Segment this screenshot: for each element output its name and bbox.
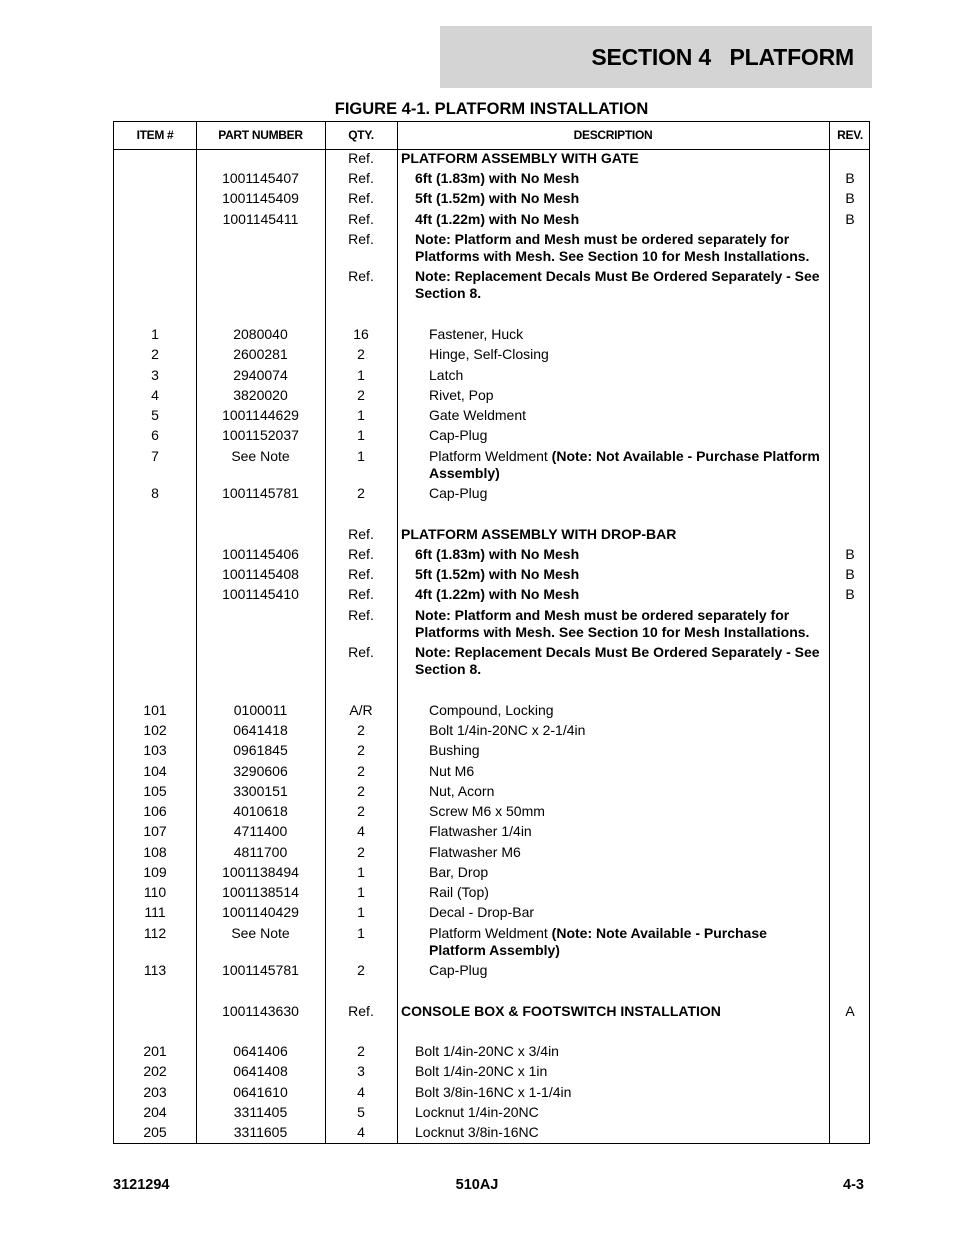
item-number: 102 — [143, 722, 167, 738]
page-number: 4-3 — [843, 1177, 864, 1193]
description-emphasis: PLATFORM ASSEMBLY WITH DROP-BAR — [401, 526, 677, 542]
description-emphasis: Note: Replacement Decals Must Be Ordered Separately - See Section 8. — [415, 268, 820, 301]
description-text: Flatwasher M6 — [429, 844, 521, 860]
item-number: 202 — [143, 1063, 167, 1079]
part-number: 0641418 — [233, 722, 288, 738]
header-part-number: PART NUMBER — [218, 128, 303, 142]
item-number: 105 — [143, 783, 167, 799]
quantity: Ref. — [348, 526, 374, 542]
description — [429, 783, 823, 800]
quantity: 2 — [357, 803, 365, 819]
quantity: 4 — [357, 1124, 365, 1140]
description-emphasis: Note: Replacement Decals Must Be Ordered Separately - See Section 8. — [415, 644, 820, 677]
description-text: Bolt 1/4in-20NC x 1in — [415, 1063, 548, 1079]
header-qty: QTY. — [348, 128, 374, 142]
part-number: 4010618 — [233, 803, 288, 819]
description — [429, 702, 823, 719]
description — [429, 448, 823, 482]
description — [429, 884, 823, 901]
model-number: 510AJ — [455, 1177, 499, 1193]
description — [415, 644, 823, 678]
description-text: Cap-Plug — [429, 427, 488, 443]
quantity: 1 — [357, 904, 365, 920]
part-number: 4711400 — [233, 823, 288, 839]
quantity: 1 — [357, 864, 365, 880]
description-text: Fastener, Huck — [429, 326, 524, 342]
item-number: 203 — [143, 1084, 167, 1100]
description — [429, 427, 823, 444]
description — [429, 823, 823, 840]
quantity: 1 — [357, 448, 365, 464]
part-number: 1001138514 — [222, 884, 299, 900]
description — [429, 387, 823, 404]
description — [429, 803, 823, 820]
item-number: 3 — [151, 367, 159, 383]
description — [415, 231, 823, 265]
part-number: 2940074 — [233, 367, 288, 383]
revision: B — [845, 211, 855, 227]
description — [429, 367, 823, 384]
revision: B — [845, 190, 855, 206]
description — [415, 566, 823, 583]
description — [429, 326, 823, 343]
item-number: 112 — [143, 925, 167, 941]
part-number: 1001145411 — [222, 211, 299, 227]
quantity: 2 — [357, 763, 365, 779]
header-item: ITEM # — [136, 128, 174, 142]
quantity: Ref. — [348, 644, 374, 660]
description — [415, 268, 823, 302]
item-number: 104 — [143, 763, 167, 779]
item-number: 107 — [143, 823, 167, 839]
item-number: 1 — [151, 326, 159, 342]
description — [415, 1084, 823, 1101]
description-text: Nut, Acorn — [429, 783, 495, 799]
description-text: Platform Weldment — [429, 448, 552, 464]
description-emphasis: (Note: Not Available - Purchase Platform Assembly) — [429, 448, 820, 481]
quantity: 2 — [357, 742, 365, 758]
quantity: 2 — [357, 485, 365, 501]
description — [429, 844, 823, 861]
description — [415, 1043, 823, 1060]
description — [429, 864, 823, 881]
item-number: 110 — [143, 884, 167, 900]
quantity: 1 — [357, 427, 365, 443]
item-number: 7 — [151, 448, 159, 464]
description — [429, 742, 823, 759]
part-number: 1001145409 — [222, 190, 299, 206]
part-number: 3311605 — [233, 1124, 288, 1140]
description-text: Bolt 1/4in-20NC x 2-1/4in — [429, 722, 586, 738]
quantity: 2 — [357, 722, 365, 738]
quantity: 1 — [357, 925, 365, 941]
part-number: 2600281 — [233, 346, 288, 362]
description — [429, 962, 823, 979]
part-number: 1001145410 — [222, 586, 299, 602]
item-number: 108 — [143, 844, 167, 860]
item-number: 4 — [151, 387, 159, 403]
description — [415, 1124, 823, 1141]
table-body — [114, 122, 869, 1143]
description — [401, 526, 823, 543]
description-text: Hinge, Self-Closing — [429, 346, 549, 362]
item-number: 2 — [151, 346, 159, 362]
description-text: Cap-Plug — [429, 962, 488, 978]
part-number: 3290606 — [233, 763, 288, 779]
part-number: See Note — [231, 448, 290, 464]
part-number: 0641406 — [233, 1043, 288, 1059]
description-emphasis: PLATFORM ASSEMBLY WITH GATE — [401, 150, 639, 166]
quantity: Ref. — [348, 190, 374, 206]
description-text: Locknut 3/8in-16NC — [415, 1124, 539, 1140]
description — [429, 763, 823, 780]
part-number: 1001145406 — [222, 546, 299, 562]
description-emphasis: Note: Platform and Mesh must be ordered separately for Platforms with Mesh. See Section 10 for Mesh Installations. — [415, 607, 810, 640]
description — [429, 485, 823, 502]
part-number: 0100011 — [233, 702, 288, 718]
quantity: 2 — [357, 1043, 365, 1059]
description-emphasis: CONSOLE BOX & FOOTSWITCH INSTALLATION — [401, 1003, 721, 1019]
description — [429, 925, 823, 959]
section-title: SECTION 4 PLATFORM — [591, 43, 854, 70]
revision: A — [845, 1003, 855, 1019]
quantity: 1 — [357, 407, 365, 423]
quantity: Ref. — [348, 566, 374, 582]
quantity: 4 — [357, 1084, 365, 1100]
description-text: Bolt 3/8in-16NC x 1-1/4in — [415, 1084, 572, 1100]
part-number: 1001145781 — [222, 485, 299, 501]
figure-title: FIGURE 4-1. PLATFORM INSTALLATION — [334, 100, 649, 118]
description-emphasis: (Note: Note Available - Purchase Platform Assembly) — [429, 925, 767, 958]
item-number: 201 — [143, 1043, 167, 1059]
description-text: Locknut 1/4in-20NC — [415, 1104, 539, 1120]
description-text: Compound, Locking — [429, 702, 554, 718]
part-number: 3820020 — [233, 387, 288, 403]
item-number: 204 — [143, 1104, 167, 1120]
quantity: 1 — [357, 884, 365, 900]
quantity: 5 — [357, 1104, 365, 1120]
description-text: Gate Weldment — [429, 407, 527, 423]
quantity: 2 — [357, 962, 365, 978]
description-emphasis: 4ft (1.22m) with No Mesh — [415, 211, 580, 227]
description — [429, 904, 823, 921]
description-text: Screw M6 x 50mm — [429, 803, 545, 819]
part-number: 3311405 — [233, 1104, 288, 1120]
description — [401, 1003, 823, 1020]
item-number: 103 — [143, 742, 167, 758]
revision: B — [845, 546, 855, 562]
quantity: Ref. — [348, 546, 374, 562]
description-text: Nut M6 — [429, 763, 475, 779]
item-number: 106 — [143, 803, 167, 819]
description-emphasis: 5ft (1.52m) with No Mesh — [415, 566, 580, 582]
quantity: Ref. — [348, 150, 374, 166]
quantity: 16 — [353, 326, 369, 342]
part-number: 1001145408 — [222, 566, 299, 582]
description — [415, 190, 823, 207]
quantity: 2 — [357, 346, 365, 362]
quantity: 2 — [357, 387, 365, 403]
description-emphasis: Note: Platform and Mesh must be ordered separately for Platforms with Mesh. See Section 10 for Mesh Installations. — [415, 231, 810, 264]
part-number: 1001152037 — [222, 427, 299, 443]
quantity: Ref. — [348, 586, 374, 602]
description — [429, 346, 823, 363]
part-number: 2080040 — [233, 326, 288, 342]
description — [415, 170, 823, 187]
description-text: Bushing — [429, 742, 480, 758]
revision: B — [845, 566, 855, 582]
description-text: Rail (Top) — [429, 884, 489, 900]
section-header — [440, 26, 872, 88]
description-text: Rivet, Pop — [429, 387, 494, 403]
part-number: 0961845 — [233, 742, 288, 758]
item-number: 5 — [151, 407, 159, 423]
description — [415, 607, 823, 641]
description — [415, 1104, 823, 1121]
description — [429, 407, 823, 424]
parts-table — [113, 121, 870, 1144]
quantity: 2 — [357, 844, 365, 860]
part-number: 4811700 — [233, 844, 288, 860]
item-number: 113 — [143, 962, 167, 978]
description-emphasis: 6ft (1.83m) with No Mesh — [415, 546, 580, 562]
quantity: 2 — [357, 783, 365, 799]
item-number: 111 — [144, 904, 166, 920]
description-text: Bar, Drop — [429, 864, 489, 880]
quantity: Ref. — [348, 231, 374, 247]
description — [415, 1063, 823, 1080]
item-number: 109 — [143, 864, 167, 880]
quantity: A/R — [349, 702, 373, 718]
part-number: 1001140429 — [222, 904, 299, 920]
item-number: 101 — [143, 702, 167, 718]
description-text: Flatwasher 1/4in — [429, 823, 532, 839]
part-number: 0641610 — [233, 1084, 288, 1100]
item-number: 8 — [151, 485, 159, 501]
quantity: Ref. — [348, 268, 374, 284]
header-description: DESCRIPTION — [573, 128, 653, 142]
description-emphasis: 4ft (1.22m) with No Mesh — [415, 586, 580, 602]
revision: B — [845, 170, 855, 186]
item-number: 205 — [143, 1124, 167, 1140]
description — [415, 211, 823, 228]
part-number: 3300151 — [233, 783, 288, 799]
description-text: Bolt 1/4in-20NC x 3/4in — [415, 1043, 559, 1059]
part-number: 1001145407 — [222, 170, 299, 186]
part-number: 1001144629 — [222, 407, 299, 423]
description-text: Decal - Drop-Bar — [429, 904, 535, 920]
quantity: 4 — [357, 823, 365, 839]
description-text: Latch — [429, 367, 464, 383]
quantity: 3 — [357, 1063, 365, 1079]
description-emphasis: 5ft (1.52m) with No Mesh — [415, 190, 580, 206]
part-number: 0641408 — [233, 1063, 288, 1079]
part-number: 1001138494 — [222, 864, 299, 880]
description — [415, 586, 823, 603]
description — [429, 722, 823, 739]
description — [401, 150, 823, 167]
quantity: 1 — [357, 367, 365, 383]
part-number: 1001143630 — [222, 1003, 299, 1019]
doc-number: 3121294 — [113, 1177, 170, 1193]
quantity: Ref. — [348, 1003, 374, 1019]
quantity: Ref. — [348, 211, 374, 227]
part-number: 1001145781 — [222, 962, 299, 978]
header-rev: REV. — [837, 128, 863, 142]
item-number: 6 — [151, 427, 159, 443]
part-number: See Note — [231, 925, 290, 941]
description-emphasis: 6ft (1.83m) with No Mesh — [415, 170, 580, 186]
description-text: Platform Weldment — [429, 925, 552, 941]
quantity: Ref. — [348, 607, 374, 623]
description — [415, 546, 823, 563]
description-text: Cap-Plug — [429, 485, 488, 501]
revision: B — [845, 586, 855, 602]
quantity: Ref. — [348, 170, 374, 186]
